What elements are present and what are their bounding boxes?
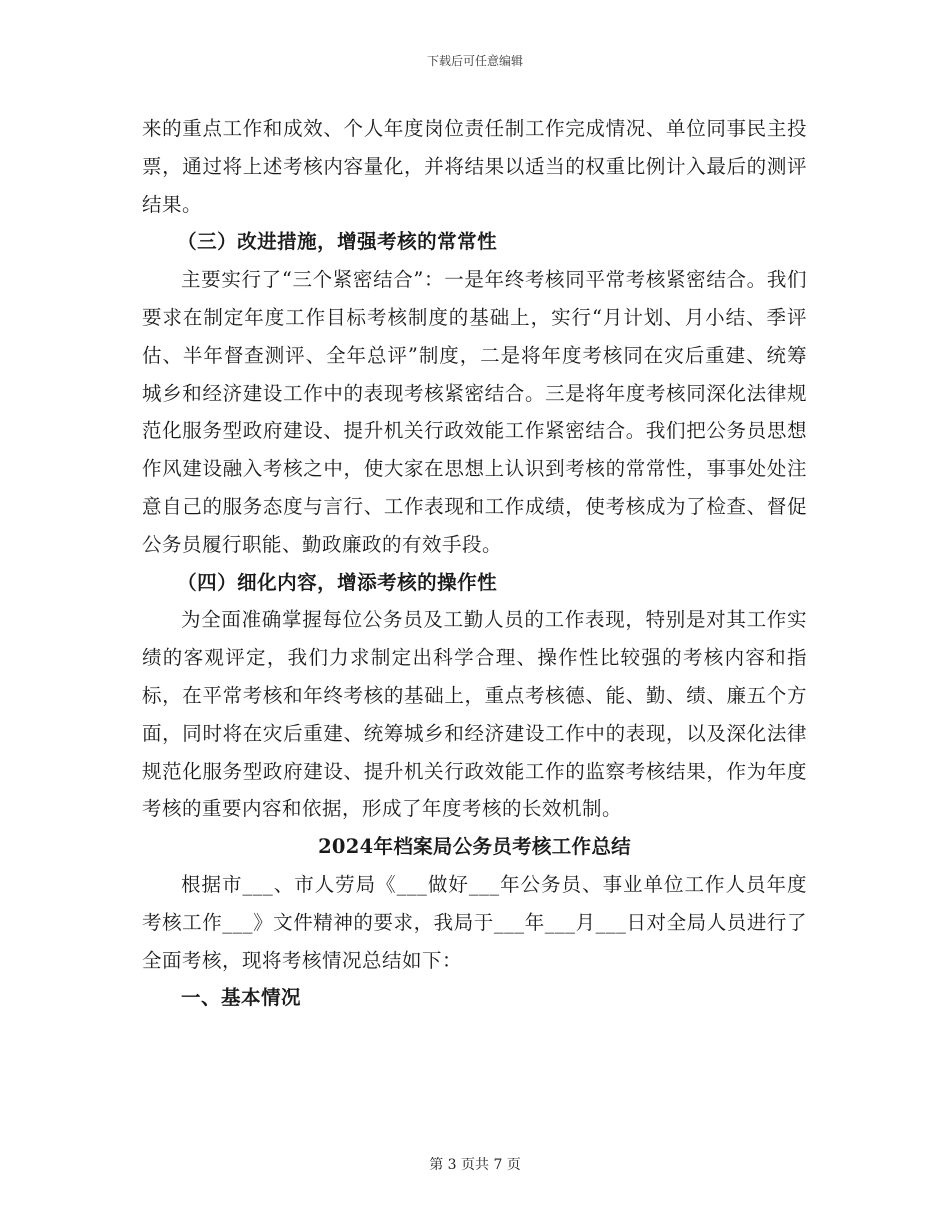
paragraph-detailed-content: 为全面准确掌握每位公务员及工勤人员的工作表现，特别是对其工作实绩的客观评定，我们力求制定出科学合理、操作性比较强的考核内容和指标，在平常考核和年终考核的基础上，重点考核德、能、勤、绩、廉五个方面，同时将在灾后重建、统筹城乡和经济建设工作中的表现，以及深化法律规范化服务型政府建设、提升机关行政效能工作的监察考核结果，作为年度考核的重要内容和依据，形成了年度考核的长效机制。 [142,608,807,821]
page-footer: 第 3 页共 7 页 [429,1157,521,1173]
section-heading-basic: 一、基本情况 [181,986,302,1010]
paragraph-continuation: 来的重点工作和成效、个人年度岗位责任制工作完成情况、单位同事民主投票，通过将上述考核内容量化，并将结果以适当的权重比例计入最后的测评结果。 [142,117,807,216]
page-header: 下载后可任意编辑 [426,54,523,68]
paragraph-intro: 根据市___、市人劳局《___做好___年公务员、事业单位工作人员年度考核工作___》文件精神的要求，我局于___年___月___日对全局人员进行了全面考核，现将考核情况总结如下： [142,872,807,972]
paragraph-three-combinations: 主要实行了“三个紧密结合”：一是年终考核同平常考核紧密结合。我们要求在制定年度工作目标考核制度的基础上，实行“月计划、月小结、季评估、半年督查测评、全年总评”制度，二是将年度考核同在灾后重建、统筹城乡和经济建设工作中的表现考核紧密结合。三是将年度考核同深化法律规范化服务型政府建设、提升机关行政效能工作紧密结合。我们把公务员思想作风建设融入考核之中，使大家在思想上认识到考核的常常性，事事处处注意自己的服务态度与言行、工作表现和工作成绩，使考核成为了检查、督促公务员履行职能、勤政廉政的有效手段。 [142,268,807,556]
section-heading-3: （三）改进措施，增强考核的常常性 [177,230,498,254]
document-title: 2024年档案局公务员考核工作总结 [318,835,631,859]
section-heading-4: （四）细化内容，增添考核的操作性 [177,570,498,594]
document-body [142,110,807,1017]
